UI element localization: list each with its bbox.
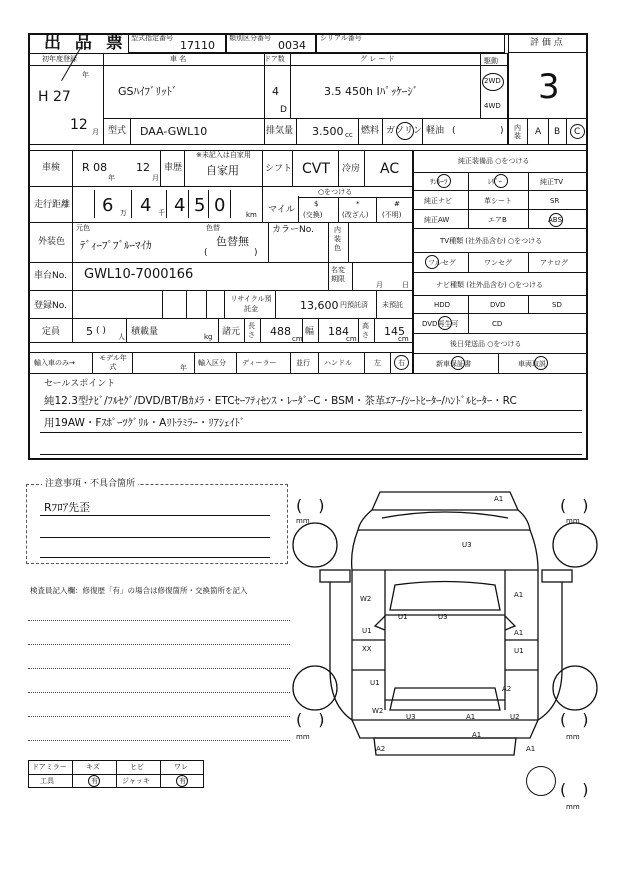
interior-color-label: 内装色 bbox=[334, 226, 341, 252]
notes-line-1: Rﾌﾛｱ先歪 bbox=[44, 501, 91, 514]
mileage-digit-3: 4 bbox=[174, 195, 186, 216]
equip-aw: 純正AW bbox=[424, 216, 450, 224]
shaken-label: 車検 bbox=[42, 163, 61, 173]
notes-label: 注意事項・不具合箇所 bbox=[42, 480, 138, 489]
mileage-digit-1: 6 bbox=[102, 195, 114, 216]
navi-cd: CD bbox=[492, 320, 503, 328]
first-reg-year-label: 年 bbox=[82, 71, 89, 79]
navi-hdd: HDD bbox=[434, 301, 451, 309]
grade-label: グ レ ー ド bbox=[360, 55, 395, 63]
circle-note: ○をつける bbox=[318, 188, 353, 196]
ac-label: 冷房 bbox=[342, 164, 361, 174]
later-manual-circle bbox=[534, 356, 548, 370]
equip-navi: 純正ナビ bbox=[424, 197, 452, 205]
mark-a2-rr: A2 bbox=[502, 685, 512, 693]
legend-jack-circle bbox=[176, 775, 188, 787]
length-label: 長さ bbox=[248, 322, 255, 339]
legend-tools-circle bbox=[88, 775, 100, 787]
car-name-label: 車 名 bbox=[170, 55, 187, 63]
later-manual: 車両取説 bbox=[518, 360, 546, 368]
shaken-month: 12 bbox=[136, 161, 150, 174]
unknown-symbol: # bbox=[394, 200, 400, 208]
fuel-gasoline-circle bbox=[396, 122, 414, 140]
orig-color-label: 元色 bbox=[76, 224, 90, 232]
equip-leather-seat: 革シート bbox=[484, 197, 512, 205]
import-dealer: ディーラー bbox=[242, 359, 277, 367]
fuel-label: 燃料 bbox=[361, 126, 380, 136]
recycle-value: 13,600 bbox=[300, 299, 339, 312]
use-value: 自家用 bbox=[206, 164, 239, 177]
navi-dvd-play-circle bbox=[438, 316, 452, 330]
legend-tools: 工具 bbox=[40, 777, 54, 785]
handle-label: ハンドル bbox=[324, 359, 352, 367]
tread-fr-bracket: ( ) bbox=[560, 496, 589, 515]
car-name-value: GSﾊｲﾌﾞﾘｯﾄﾞ bbox=[118, 85, 178, 98]
disp-value: 3.500 bbox=[312, 125, 344, 138]
equip-tv: 純正TV bbox=[540, 178, 564, 186]
shaken-month-unit: 月 bbox=[152, 174, 159, 182]
type-value: DAA-GWL10 bbox=[140, 125, 208, 138]
later-title: 後日発送品 ○をつける bbox=[450, 340, 522, 348]
mileage-label: 走行距離 bbox=[34, 200, 71, 210]
tread-rr-mm: mm bbox=[566, 733, 580, 741]
tread-spare-mm: mm bbox=[566, 803, 580, 811]
first-reg-month-label: 月 bbox=[92, 128, 99, 136]
legend-tools-yes: 有 bbox=[91, 777, 98, 785]
disp-label: 排気量 bbox=[266, 126, 294, 136]
class-no-label: 類別区分番号 bbox=[229, 34, 271, 42]
length-value: 488 bbox=[270, 325, 291, 338]
mileage-km: km bbox=[246, 211, 257, 219]
transfer-day: 日 bbox=[402, 281, 409, 289]
first-reg-era: H 27 bbox=[38, 89, 71, 105]
tv-oneseg: ワンセグ bbox=[484, 259, 512, 267]
handle-right-circle bbox=[394, 355, 409, 370]
mark-u3-trunk: U3 bbox=[406, 713, 416, 721]
drive-2wd: 2WD bbox=[484, 77, 501, 85]
navi-title: ナビ種類 (社外品含む) ○をつける bbox=[436, 281, 544, 289]
tread-rl-bracket: ( ) bbox=[296, 710, 325, 729]
interior-label: 内装 bbox=[514, 124, 521, 140]
colorno-label: カラーNo. bbox=[272, 225, 314, 235]
mark-u3-roof: U3 bbox=[438, 613, 448, 621]
mark-a1-fr: A1 bbox=[514, 591, 524, 599]
legend-crack: ヒビ bbox=[130, 763, 144, 771]
drive-label: 駆動 bbox=[484, 57, 498, 65]
interior-b: B bbox=[554, 127, 561, 137]
exchange-label: (交換) bbox=[303, 211, 323, 219]
mark-u1-rl: U1 bbox=[370, 679, 380, 687]
repaint-paren-open: ( bbox=[204, 248, 208, 258]
legend-break: ワレ bbox=[174, 763, 188, 771]
model-year-label: モデル年式 bbox=[99, 354, 127, 371]
mark-a1-trunk: A1 bbox=[466, 713, 476, 721]
mark-u2-rr: U2 bbox=[510, 713, 520, 721]
repaint-label: 色替 bbox=[206, 224, 220, 232]
inspector-label: 検査員記入欄：修復歴「有」の場合は修復箇所・交換箇所を記入 bbox=[30, 586, 248, 595]
type-label: 型式 bbox=[108, 126, 127, 136]
mark-u1-fld: U1 bbox=[362, 627, 372, 635]
tv-fullseg: フルセグ bbox=[428, 259, 456, 267]
tv-analog: アナログ bbox=[540, 259, 568, 267]
notes-frame bbox=[26, 484, 288, 564]
fuel-other-open: ( bbox=[452, 126, 456, 136]
score-label: 評 価 点 bbox=[530, 38, 563, 48]
altered-symbol: * bbox=[356, 200, 360, 208]
doors-value: 4 bbox=[272, 85, 279, 98]
sheet-title: 出 品 票 bbox=[44, 33, 127, 53]
tv-title: TV種類 (社外品含む) ○をつける bbox=[440, 237, 543, 245]
sales-line-1: 純12.3型ﾅﾋﾞ/ﾌﾙｾｸﾞ/DVD/BT/Bｶﾒﾗ・ETCｾｰﾌﾃｨｾﾝｽ・ﾚｰﾀﾞｰC・BSM・茶革ｴｱｰ/ｼｰﾄﾋｰﾀｰ/ﾊﾝﾄﾞﾙﾋｰﾀｰ・RC bbox=[44, 395, 517, 407]
transfer-month: 月 bbox=[376, 281, 383, 289]
height-value: 145 bbox=[384, 325, 405, 338]
mark-a1-rb: A1 bbox=[472, 731, 482, 739]
repaint-value: 色替無 bbox=[216, 235, 249, 248]
sales-line-2: 用19AW・Fｽﾎﾟｰﾂｸﾞﾘﾙ・Aﾘﾄﾗﾐﾗｰ・ﾘｱｼｪｲﾄﾞ bbox=[44, 417, 246, 429]
exchange-symbol: $ bbox=[314, 200, 319, 208]
handle-left: 左 bbox=[374, 359, 381, 367]
shaken-year-unit: 年 bbox=[108, 174, 115, 182]
equip-sr: SR bbox=[550, 197, 560, 205]
equip-leather: ﾚｻﾞｰ bbox=[488, 178, 502, 186]
length-unit: cm bbox=[292, 335, 303, 343]
model-no-value: 17110 bbox=[180, 39, 215, 52]
first-reg-label: 初年度登録 bbox=[42, 55, 77, 63]
legend-scratch: キズ bbox=[86, 763, 100, 771]
height-label: 高さ bbox=[362, 322, 369, 339]
sales-label: セールスポイント bbox=[44, 379, 116, 389]
interior-c: C bbox=[574, 127, 581, 137]
mileage-man: 万 bbox=[120, 209, 127, 217]
later-warranty-circle bbox=[451, 356, 465, 370]
mark-w2-fl: W2 bbox=[360, 595, 372, 603]
mileage-digit-2: 4 bbox=[140, 195, 152, 216]
mileage-digit-5: 0 bbox=[214, 195, 226, 216]
tread-fr-mm: mm bbox=[566, 517, 580, 525]
tv-fullseg-circle bbox=[425, 255, 439, 269]
capacity-unit: 人 bbox=[118, 333, 125, 341]
equip-sunroof: ｻﾝﾙｰﾌ bbox=[430, 178, 448, 186]
equip-leather-circle bbox=[494, 174, 508, 188]
score-value: 3 bbox=[538, 67, 560, 107]
serial-label: シリアル番号 bbox=[320, 34, 362, 42]
mileage-digit-4: 5 bbox=[194, 195, 206, 216]
disp-unit: cc bbox=[345, 131, 353, 139]
interior-a: A bbox=[535, 127, 542, 137]
mark-a2-rbl: A2 bbox=[376, 745, 386, 753]
mile-label: マイル bbox=[268, 205, 295, 215]
tread-fl-mm: mm bbox=[296, 517, 310, 525]
navi-dvd-play: DVD再生可 bbox=[422, 320, 459, 328]
mark-u1-fw: U1 bbox=[398, 613, 408, 621]
navi-sd: SD bbox=[552, 301, 562, 309]
drive-4wd: 4WD bbox=[484, 102, 501, 110]
later-warranty: 新車保証書 bbox=[436, 360, 471, 368]
tread-fl-bracket: ( ) bbox=[296, 496, 325, 515]
fuel-other-close: ) bbox=[500, 126, 504, 136]
mark-u1-frd: U1 bbox=[514, 647, 524, 655]
mark-w2-rw: W2 bbox=[372, 707, 384, 715]
door-type: D bbox=[280, 105, 287, 115]
mileage-sen: 千 bbox=[158, 209, 165, 217]
equip-abs-circle bbox=[549, 213, 563, 227]
spare-tire bbox=[526, 766, 556, 796]
shaken-year: R 08 bbox=[82, 161, 108, 174]
tread-spare-bracket: ( ) bbox=[560, 780, 589, 799]
mark-a1-rbr: A1 bbox=[526, 745, 536, 753]
grade-value: 3.5 450h Iﾊﾟｯｹｰｼﾞ bbox=[324, 85, 419, 98]
color-label: 外装色 bbox=[38, 237, 66, 247]
ac-value: AC bbox=[380, 161, 400, 177]
repaint-paren-close: ) bbox=[254, 248, 258, 258]
unknown-label: (不明) bbox=[382, 211, 402, 219]
shift-label: シフト bbox=[265, 164, 293, 174]
vin-label: 車台No. bbox=[34, 271, 67, 281]
capacity-paren: ( ) bbox=[96, 326, 106, 336]
legend-jack: ジャッキ bbox=[122, 777, 150, 785]
width-unit: cm bbox=[346, 335, 357, 343]
mark-a1-front: A1 bbox=[494, 495, 504, 503]
tread-rr-bracket: ( ) bbox=[560, 710, 589, 729]
import-label: 輸入車のみ→ bbox=[34, 359, 75, 367]
equip-title: 純正装備品 ○をつける bbox=[458, 157, 530, 165]
height-unit: cm bbox=[398, 335, 409, 343]
doors-label: ドア数 bbox=[264, 55, 285, 63]
import-parallel: 並行 bbox=[296, 359, 310, 367]
vin-value: GWL10-7000166 bbox=[84, 267, 194, 282]
legend-mirror: ドアミラー bbox=[32, 763, 67, 771]
handle-right: 右 bbox=[398, 359, 405, 367]
dim-label: 諸元 bbox=[222, 327, 241, 337]
model-year-unit: 年 bbox=[180, 364, 187, 372]
load-unit: kg bbox=[204, 333, 213, 341]
mark-u3-hood: U3 bbox=[462, 541, 472, 549]
capacity-value: 5 bbox=[86, 325, 93, 338]
recycle-label: リサイクル預託金 bbox=[230, 295, 272, 313]
equip-airbag: エアB bbox=[488, 216, 507, 224]
interior-c-circle bbox=[570, 124, 585, 139]
shift-value: CVT bbox=[302, 161, 330, 177]
capacity-label: 定員 bbox=[42, 327, 61, 337]
load-label: 積載量 bbox=[131, 327, 159, 337]
model-no-label: 型式指定番号 bbox=[131, 34, 173, 42]
class-no-value: 0034 bbox=[278, 39, 306, 52]
width-label: 幅 bbox=[305, 327, 315, 337]
fuel-gasoline: ガソリン bbox=[386, 126, 423, 136]
import-type-label: 輸入区分 bbox=[198, 359, 226, 367]
first-reg-month: 12 bbox=[70, 117, 88, 133]
equip-sunroof-circle bbox=[437, 174, 451, 188]
navi-dvd: DVD bbox=[490, 301, 506, 309]
mark-a1-frd: A1 bbox=[514, 629, 524, 637]
mark-xx-fld: XX bbox=[362, 645, 372, 653]
use-label: 車歴 bbox=[164, 163, 183, 173]
equip-abs: ABS bbox=[548, 216, 562, 224]
fuel-diesel: 軽油 bbox=[426, 126, 445, 136]
orig-color-value: ﾃﾞｨｰﾌﾟﾌﾞﾙｰﾏｲｶ bbox=[80, 239, 152, 252]
tread-rl-mm: mm bbox=[296, 733, 310, 741]
altered-label: (改ざん) bbox=[342, 211, 369, 219]
recycle-unit: 円預託済 bbox=[340, 301, 368, 309]
regno-label: 登録No. bbox=[34, 301, 67, 311]
width-value: 184 bbox=[328, 325, 349, 338]
recycle-unpaid: 未預託 bbox=[382, 301, 403, 309]
use-note: ※未記入は自家用 bbox=[196, 151, 251, 159]
legend-jack-yes: 有 bbox=[179, 777, 186, 785]
transfer-label: 名変期限 bbox=[331, 266, 345, 283]
